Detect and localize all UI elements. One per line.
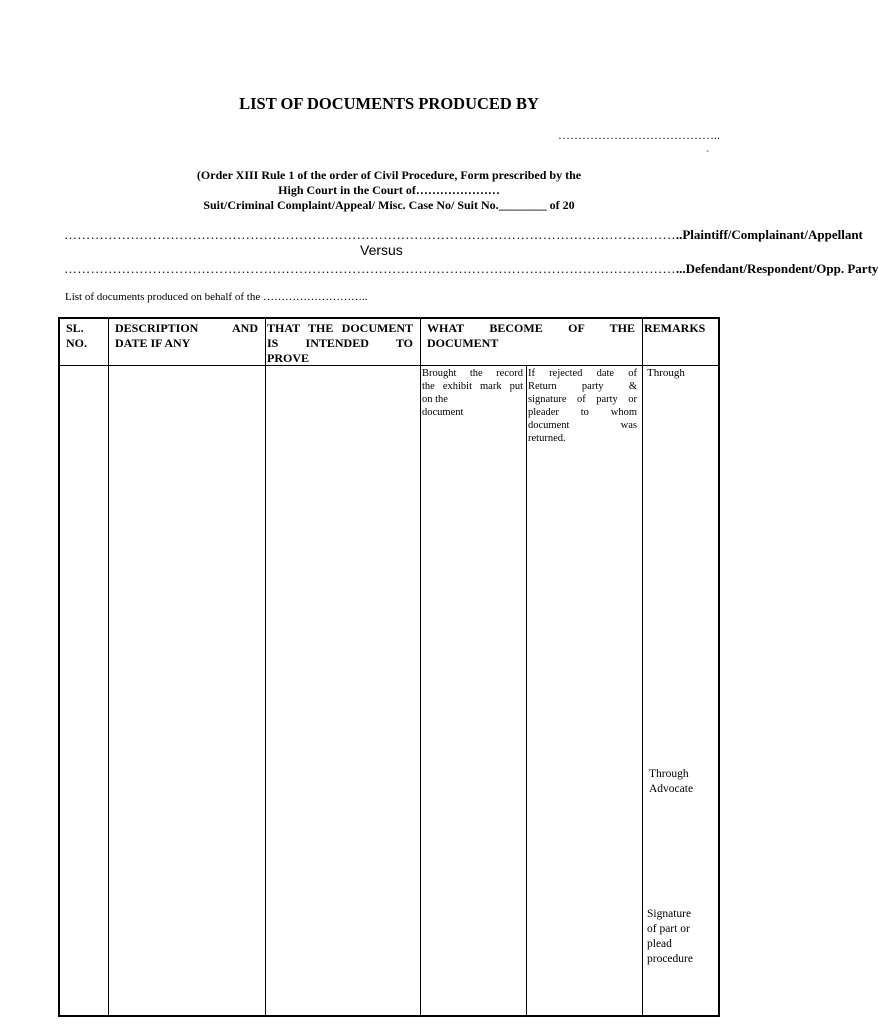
defendant-line xyxy=(64,261,878,277)
documents-table xyxy=(58,317,720,1017)
header-what-become: WHAT BECOME OF THE DOCUMENT xyxy=(427,321,635,350)
rejected-subcolumn-text: If rejected date of Return party & signature of party or pleader to whom document was returned. xyxy=(528,368,637,444)
behalf-line: List of documents produced on behalf of the ……………………….. xyxy=(65,291,368,303)
column-divider xyxy=(108,319,109,1015)
defendant-name-blank: ………………………………………………………………………………………………………………………… xyxy=(64,261,676,276)
header-description: DESCRIPTION AND DATE IF ANY xyxy=(115,321,258,350)
producer-placeholder: ………………………………….. xyxy=(558,128,720,142)
versus-label: Versus xyxy=(360,242,403,258)
header-remarks: REMARKS xyxy=(644,321,706,335)
defendant-role: ...Defendant/Respondent/Opp. Party xyxy=(675,261,878,276)
column-divider xyxy=(526,365,527,1015)
plaintiff-line xyxy=(64,227,863,243)
document-title: LIST OF DOCUMENTS PRODUCED BY xyxy=(239,94,539,113)
exhibit-subcolumn-text: Brought the record the exhibit mark put on the document xyxy=(422,368,523,418)
column-divider xyxy=(420,319,421,1015)
column-divider xyxy=(265,319,266,1015)
order-reference-line-2: High Court in the Court of………………… xyxy=(278,183,500,197)
order-reference-line-1: (Order XIII Rule 1 of the order of Civil Procedure, Form prescribed by the xyxy=(196,168,582,182)
tick-mark: ` xyxy=(706,150,710,161)
remarks-through-advocate: Through Advocate xyxy=(649,768,694,795)
remarks-through: Through xyxy=(647,367,685,379)
case-number-line: Suit/Criminal Complaint/Appeal/ Misc. Case No/ Suit No.________ of 20 xyxy=(203,198,575,212)
header-intended-to-prove: THAT THE DOCUMENT IS INTENDED TO PROVE xyxy=(267,321,413,365)
header-sl-no: SL. NO. xyxy=(66,321,87,350)
plaintiff-name-blank: ………………………………………………………………………………………………………………………… xyxy=(64,227,676,242)
column-divider xyxy=(642,319,643,1015)
remarks-signature: Signature of part or plead procedure xyxy=(647,908,693,965)
plaintiff-role: ..Plaintiff/Complainant/Appellant xyxy=(675,227,863,242)
